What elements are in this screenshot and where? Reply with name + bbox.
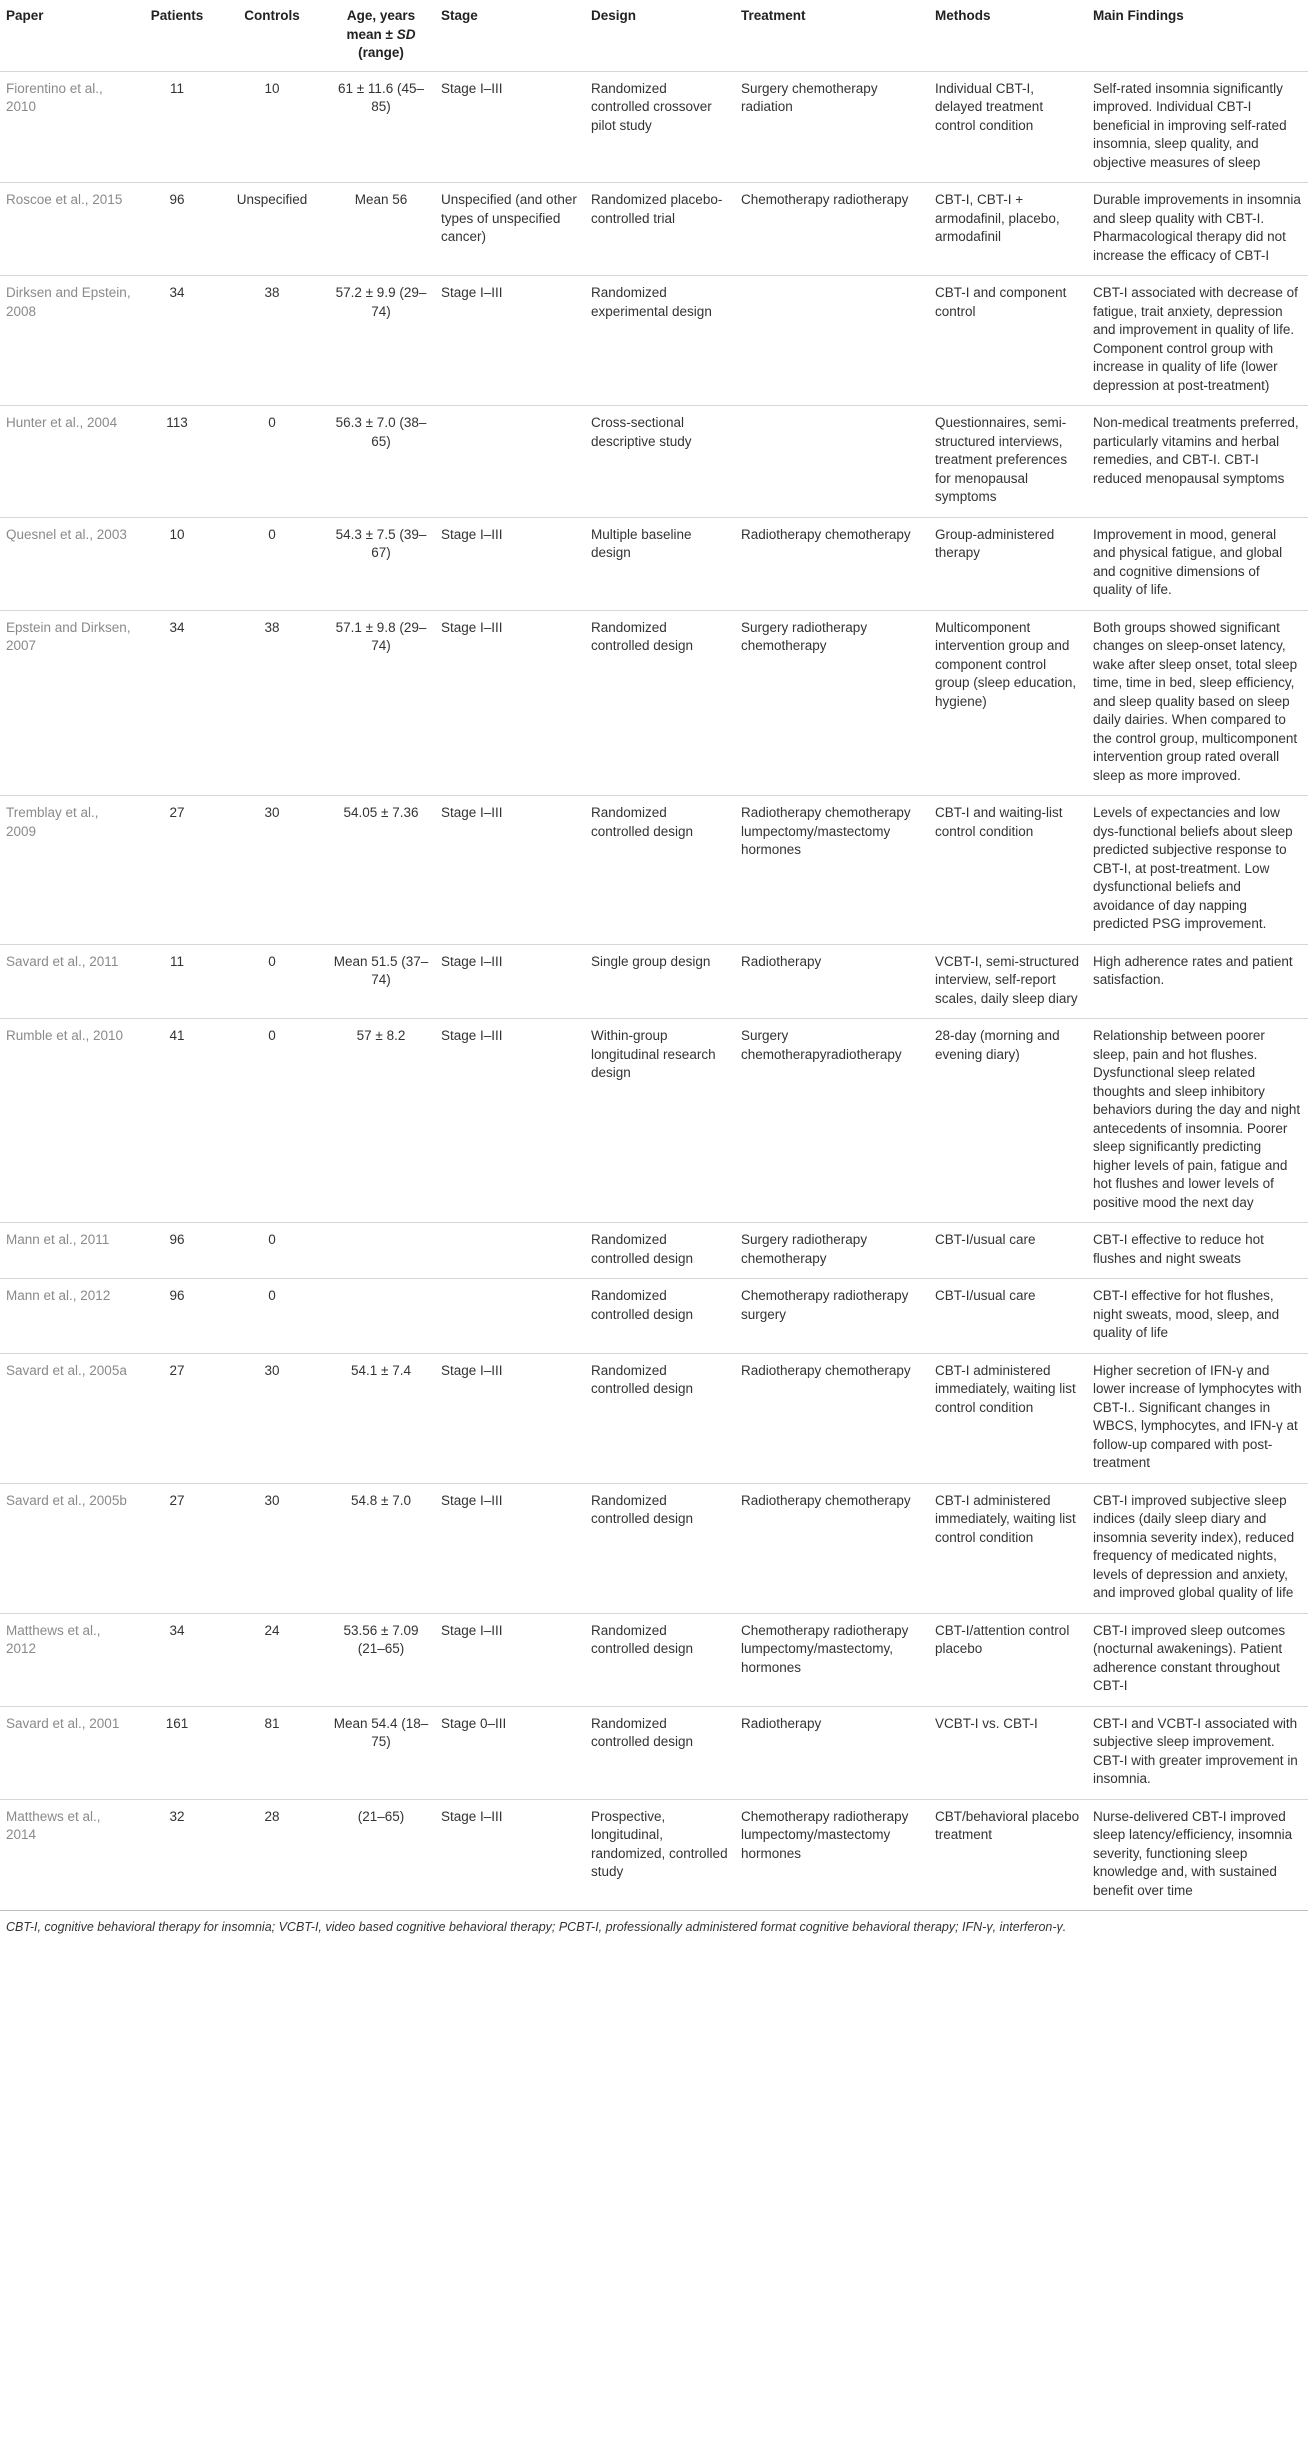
header-stage: Stage — [435, 0, 585, 71]
cell-paper: Fiorentino et al., 2010 — [0, 71, 137, 183]
header-age-line2 — [333, 26, 429, 45]
cell-patients: 96 — [137, 183, 217, 276]
cell-stage: Stage I–III — [435, 1483, 585, 1613]
cell-design: Randomized controlled design — [585, 1483, 735, 1613]
cell-paper: Matthews et al., 2012 — [0, 1613, 137, 1706]
header-age-line3: (range) — [358, 45, 404, 60]
cell-design: Multiple baseline design — [585, 517, 735, 610]
table-row — [0, 517, 1308, 610]
cell-patients: 96 — [137, 1279, 217, 1354]
cell-paper: Roscoe et al., 2015 — [0, 183, 137, 276]
cell-paper: Mann et al., 2012 — [0, 1279, 137, 1354]
cell-age: 54.8 ± 7.0 — [327, 1483, 435, 1613]
cell-stage: Stage I–III — [435, 517, 585, 610]
cell-methods: Multicomponent intervention group and component control group (sleep education, hygiene) — [929, 610, 1087, 796]
cell-patients: 10 — [137, 517, 217, 610]
cell-patients: 34 — [137, 276, 217, 406]
cell-design: Randomized controlled crossover pilot study — [585, 71, 735, 183]
cell-findings: Relationship between poorer sleep, pain and hot flushes. Dysfunctional sleep related thoughts and sleep inhibitory behaviors during the day and night antecedents of insomnia. Poorer sleep significantly predicting higher levels of pain, fatigue and hot flushes and lower levels of positive mood the next day — [1087, 1019, 1308, 1223]
cell-controls: 30 — [217, 1353, 327, 1483]
cell-design: Randomized experimental design — [585, 276, 735, 406]
cell-methods: CBT-I administered immediately, waiting list control condition — [929, 1483, 1087, 1613]
cell-stage: Stage I–III — [435, 1019, 585, 1223]
cell-patients: 34 — [137, 1613, 217, 1706]
cell-treatment — [735, 276, 929, 406]
cell-paper: Matthews et al., 2014 — [0, 1799, 137, 1911]
cell-findings: Improvement in mood, general and physical fatigue, and global and cognitive dimensions of quality of life. — [1087, 517, 1308, 610]
table-header-row — [0, 0, 1308, 71]
cell-controls: 0 — [217, 944, 327, 1019]
cell-age: 56.3 ± 7.0 (38–65) — [327, 406, 435, 518]
cell-methods: Group-administered therapy — [929, 517, 1087, 610]
cell-age: Mean 54.4 (18–75) — [327, 1706, 435, 1799]
cell-stage — [435, 406, 585, 518]
cell-design: Within-group longitudinal research design — [585, 1019, 735, 1223]
cell-treatment: Radiotherapy chemotherapy — [735, 1483, 929, 1613]
cell-design: Randomized controlled design — [585, 1706, 735, 1799]
cell-stage: Stage I–III — [435, 71, 585, 183]
table-footnote: CBT-I, cognitive behavioral therapy for insomnia; VCBT-I, video based cognitive behavioral therapy; PCBT-I, professionally administered format cognitive behavioral therapy; IFN-γ, interferon-γ. — [6, 1920, 1067, 1934]
cell-age: 54.1 ± 7.4 — [327, 1353, 435, 1483]
table-row — [0, 1483, 1308, 1613]
cell-paper: Savard et al., 2011 — [0, 944, 137, 1019]
cell-design: Cross-sectional descriptive study — [585, 406, 735, 518]
header-treatment: Treatment — [735, 0, 929, 71]
cell-methods: CBT-I/usual care — [929, 1279, 1087, 1354]
cell-treatment: Surgery radiotherapy chemotherapy — [735, 610, 929, 796]
cell-methods: CBT-I/attention control placebo — [929, 1613, 1087, 1706]
table-row — [0, 1223, 1308, 1279]
cell-treatment: Surgery chemotherapy radiation — [735, 71, 929, 183]
table-row — [0, 1799, 1308, 1911]
cell-controls: 28 — [217, 1799, 327, 1911]
cell-treatment: Chemotherapy radiotherapy lumpectomy/mastectomy, hormones — [735, 1613, 929, 1706]
cell-paper: Epstein and Dirksen, 2007 — [0, 610, 137, 796]
header-paper: Paper — [0, 0, 137, 71]
cell-controls: 10 — [217, 71, 327, 183]
cell-findings: CBT-I and VCBT-I associated with subjective sleep improvement. CBT-I with greater improvement in insomnia. — [1087, 1706, 1308, 1799]
cell-age — [327, 1279, 435, 1354]
cell-methods: Individual CBT-I, delayed treatment control condition — [929, 71, 1087, 183]
cell-design: Randomized controlled design — [585, 610, 735, 796]
cell-treatment — [735, 406, 929, 518]
cell-treatment: Radiotherapy — [735, 1706, 929, 1799]
cell-findings: Non-medical treatments preferred, particularly vitamins and herbal remedies, and CBT-I. CBT-I reduced menopausal symptoms — [1087, 406, 1308, 518]
cell-paper: Rumble et al., 2010 — [0, 1019, 137, 1223]
cell-controls: 38 — [217, 610, 327, 796]
header-patients: Patients — [137, 0, 217, 71]
cell-treatment: Chemotherapy radiotherapy surgery — [735, 1279, 929, 1354]
cell-controls: 0 — [217, 1223, 327, 1279]
cell-design: Randomized controlled design — [585, 1223, 735, 1279]
cell-controls: 38 — [217, 276, 327, 406]
cell-stage — [435, 1279, 585, 1354]
cell-methods: CBT-I and component control — [929, 276, 1087, 406]
cell-paper: Mann et al., 2011 — [0, 1223, 137, 1279]
cell-design: Prospective, longitudinal, randomized, controlled study — [585, 1799, 735, 1911]
table-row — [0, 1613, 1308, 1706]
cell-patients: 27 — [137, 1353, 217, 1483]
cell-controls: 30 — [217, 1483, 327, 1613]
cell-findings: CBT-I improved sleep outcomes (nocturnal awakenings). Patient adherence constant throughout CBT-I — [1087, 1613, 1308, 1706]
cell-methods: CBT-I, CBT-I + armodafinil, placebo, armodafinil — [929, 183, 1087, 276]
cell-findings: Both groups showed significant changes on sleep-onset latency, wake after sleep onset, total sleep time, time in bed, sleep efficiency, and sleep quality based on sleep daily dairies. When compared to the control group, multicomponent intervention group rated overall sleep as more improved. — [1087, 610, 1308, 796]
cell-paper: Savard et al., 2001 — [0, 1706, 137, 1799]
cell-design: Randomized controlled design — [585, 1353, 735, 1483]
cell-design: Randomized controlled design — [585, 1613, 735, 1706]
cell-findings: CBT-I effective to reduce hot flushes and night sweats — [1087, 1223, 1308, 1279]
cell-treatment: Radiotherapy chemotherapy — [735, 1353, 929, 1483]
cell-patients: 32 — [137, 1799, 217, 1911]
cell-age: 54.05 ± 7.36 — [327, 796, 435, 945]
table-row — [0, 71, 1308, 183]
cell-paper: Dirksen and Epstein, 2008 — [0, 276, 137, 406]
table-body — [0, 71, 1308, 1911]
table-row — [0, 1019, 1308, 1223]
cell-findings: Levels of expectancies and low dys-functional beliefs about sleep predicted subjective response to CBT-I, at post-treatment. Low dysfunctional beliefs and avoidance of day napping predicted PSG improvement. — [1087, 796, 1308, 945]
cell-age: 57 ± 8.2 — [327, 1019, 435, 1223]
header-controls: Controls — [217, 0, 327, 71]
cell-design: Single group design — [585, 944, 735, 1019]
cell-age: 53.56 ± 7.09 (21–65) — [327, 1613, 435, 1706]
cell-findings: CBT-I effective for hot flushes, night sweats, mood, sleep, and quality of life — [1087, 1279, 1308, 1354]
cell-findings: Self-rated insomnia significantly improved. Individual CBT-I beneficial in improving self-rated insomnia, sleep quality, and objective measures of sleep — [1087, 71, 1308, 183]
cell-stage: Stage 0–III — [435, 1706, 585, 1799]
cell-findings: CBT-I associated with decrease of fatigue, trait anxiety, depression and improvement in quality of life. Component control group with increase in quality of life (lower depression at post-treatment) — [1087, 276, 1308, 406]
table-row — [0, 1279, 1308, 1354]
cell-findings: High adherence rates and patient satisfaction. — [1087, 944, 1308, 1019]
cell-findings: CBT-I improved subjective sleep indices (daily sleep diary and insomnia severity index), reduced frequency of medicated nights, levels of depression and anxiety, and improved global quality of life — [1087, 1483, 1308, 1613]
cell-stage — [435, 1223, 585, 1279]
cell-paper: Savard et al., 2005b — [0, 1483, 137, 1613]
table-row — [0, 1353, 1308, 1483]
cell-treatment: Radiotherapy — [735, 944, 929, 1019]
cell-methods: CBT-I/usual care — [929, 1223, 1087, 1279]
cell-age: (21–65) — [327, 1799, 435, 1911]
cell-patients: 11 — [137, 944, 217, 1019]
cell-age — [327, 1223, 435, 1279]
cell-treatment: Radiotherapy chemotherapy lumpectomy/mastectomy hormones — [735, 796, 929, 945]
cell-paper: Hunter et al., 2004 — [0, 406, 137, 518]
table-row — [0, 1706, 1308, 1799]
cell-findings: Nurse-delivered CBT-I improved sleep latency/efficiency, insomnia severity, functioning sleep knowledge and, with sustained benefit over time — [1087, 1799, 1308, 1911]
header-design: Design — [585, 0, 735, 71]
cell-stage: Stage I–III — [435, 1613, 585, 1706]
cell-controls: 24 — [217, 1613, 327, 1706]
cell-age: 54.3 ± 7.5 (39–67) — [327, 517, 435, 610]
cell-stage: Stage I–III — [435, 276, 585, 406]
header-age-mean: mean ± — [346, 26, 397, 42]
cell-patients: 34 — [137, 610, 217, 796]
cell-findings: Durable improvements in insomnia and sleep quality with CBT-I. Pharmacological therapy did not increase the efficacy of CBT-I — [1087, 183, 1308, 276]
cell-methods: 28-day (morning and evening diary) — [929, 1019, 1087, 1223]
table-row — [0, 796, 1308, 945]
cell-methods: CBT-I administered immediately, waiting list control condition — [929, 1353, 1087, 1483]
cell-treatment: Surgery chemotherapyradiotherapy — [735, 1019, 929, 1223]
cell-treatment: Chemotherapy radiotherapy lumpectomy/mastectomy hormones — [735, 1799, 929, 1911]
cell-controls: 0 — [217, 1279, 327, 1354]
cell-paper: Savard et al., 2005a — [0, 1353, 137, 1483]
header-age-line1: Age, years — [346, 8, 416, 23]
cell-design: Randomized controlled design — [585, 1279, 735, 1354]
cell-controls: 0 — [217, 406, 327, 518]
cell-paper: Tremblay et al., 2009 — [0, 796, 137, 945]
cell-treatment: Surgery radiotherapy chemotherapy — [735, 1223, 929, 1279]
cell-patients: 27 — [137, 796, 217, 945]
cell-stage: Stage I–III — [435, 796, 585, 945]
cell-patients: 96 — [137, 1223, 217, 1279]
cell-stage: Stage I–III — [435, 1799, 585, 1911]
table-row — [0, 406, 1308, 518]
cell-patients: 11 — [137, 71, 217, 183]
header-findings: Main Findings — [1087, 0, 1308, 71]
cell-age: 61 ± 11.6 (45–85) — [327, 71, 435, 183]
header-age-sd: SD — [396, 26, 416, 42]
cell-methods: VCBT-I vs. CBT-I — [929, 1706, 1087, 1799]
cell-findings: Higher secretion of IFN-γ and lower increase of lymphocytes with CBT-I.. Significant changes in WBCS, lymphocytes, and IFN-γ at follow-up compared with post-treatment — [1087, 1353, 1308, 1483]
cell-controls: 0 — [217, 517, 327, 610]
cell-methods: Questionnaires, semi-structured interviews, treatment preferences for menopausal symptoms — [929, 406, 1087, 518]
cell-stage: Stage I–III — [435, 610, 585, 796]
cell-methods: CBT-I and waiting-list control condition — [929, 796, 1087, 945]
cell-controls: 81 — [217, 1706, 327, 1799]
cell-methods: VCBT-I, semi-structured interview, self-report scales, daily sleep diary — [929, 944, 1087, 1019]
cell-treatment: Radiotherapy chemotherapy — [735, 517, 929, 610]
cell-stage: Stage I–III — [435, 944, 585, 1019]
cell-age: Mean 56 — [327, 183, 435, 276]
cell-controls: 30 — [217, 796, 327, 945]
table-row — [0, 944, 1308, 1019]
cell-stage: Unspecified (and other types of unspecified cancer) — [435, 183, 585, 276]
table-row — [0, 183, 1308, 276]
cell-age: 57.2 ± 9.9 (29–74) — [327, 276, 435, 406]
table-row — [0, 610, 1308, 796]
cell-patients: 113 — [137, 406, 217, 518]
cell-design: Randomized controlled design — [585, 796, 735, 945]
cell-treatment: Chemotherapy radiotherapy — [735, 183, 929, 276]
cell-patients: 161 — [137, 1706, 217, 1799]
header-age — [327, 0, 435, 71]
cell-stage: Stage I–III — [435, 1353, 585, 1483]
cell-age: 57.1 ± 9.8 (29–74) — [327, 610, 435, 796]
cell-patients: 41 — [137, 1019, 217, 1223]
cell-controls: Unspecified — [217, 183, 327, 276]
cell-controls: 0 — [217, 1019, 327, 1223]
cell-design: Randomized placebo-controlled trial — [585, 183, 735, 276]
cell-patients: 27 — [137, 1483, 217, 1613]
table-row — [0, 276, 1308, 406]
cell-methods: CBT/behavioral placebo treatment — [929, 1799, 1087, 1911]
cell-age: Mean 51.5 (37–74) — [327, 944, 435, 1019]
header-methods: Methods — [929, 0, 1087, 71]
cell-paper: Quesnel et al., 2003 — [0, 517, 137, 610]
